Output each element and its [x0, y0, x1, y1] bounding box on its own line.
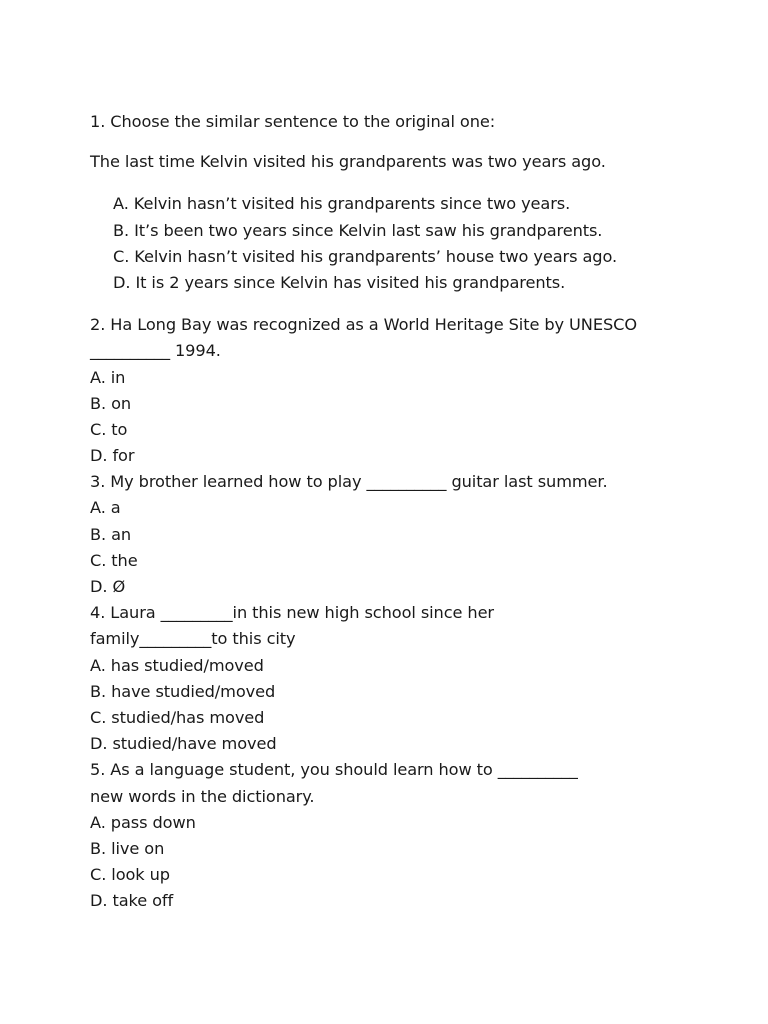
- question-3-option-a: A. a: [90, 498, 121, 518]
- question-5-prompt-continued: new words in the dictionary.: [90, 786, 315, 806]
- question-3-option-d: D. Ø: [90, 577, 126, 596]
- question-2: [90, 312, 730, 469]
- question-3-option-b: B. an: [90, 524, 132, 544]
- question-3-option-c: C. the: [90, 550, 138, 570]
- question-1-option-a: A. Kelvin hasn’t visited his grandparents since two years.: [113, 194, 571, 214]
- question-3-prompt: 3. My brother learned how to play __________ guitar last summer.: [90, 472, 608, 492]
- question-5-option-b: B. live on: [90, 838, 165, 858]
- question-1-original-sentence: The last time Kelvin visited his grandparents was two years ago.: [90, 152, 606, 172]
- question-4-option-d: D. studied/have moved: [90, 734, 277, 754]
- question-1-option-d: D. It is 2 years since Kelvin has visited his grandparents.: [113, 272, 566, 292]
- question-4-prompt-continued: family_________to this city: [90, 629, 296, 649]
- question-1: [90, 109, 730, 296]
- question-3: [90, 469, 730, 600]
- question-5-prompt: 5. As a language student, you should learn how to __________: [90, 760, 578, 780]
- question-5-option-a: A. pass down: [90, 812, 196, 832]
- question-2-prompt-continued: __________ 1994.: [90, 341, 221, 361]
- question-2-option-a: A. in: [90, 367, 126, 387]
- question-1-option-b: B. It’s been two years since Kelvin last saw his grandparents.: [113, 220, 603, 240]
- question-1-option-c: C. Kelvin hasn’t visited his grandparents’ house two years ago.: [113, 246, 618, 266]
- question-2-option-b: B. on: [90, 393, 132, 413]
- question-4-option-c: C. studied/has moved: [90, 707, 265, 727]
- question-5-option-d: D. take off: [90, 891, 174, 911]
- question-2-option-c: C. to: [90, 419, 128, 439]
- question-4-option-a: A. has studied/moved: [90, 655, 264, 675]
- question-5: [90, 757, 730, 914]
- question-4-prompt: 4. Laura _________in this new high school since her: [90, 603, 494, 623]
- question-2-prompt: 2. Ha Long Bay was recognized as a World Heritage Site by UNESCO: [90, 315, 637, 335]
- question-1-options: [90, 191, 730, 296]
- question-5-option-c: C. look up: [90, 865, 170, 885]
- question-2-option-d: D. for: [90, 446, 135, 466]
- worksheet: [90, 109, 730, 914]
- question-1-prompt: 1. Choose the similar sentence to the original one:: [90, 112, 496, 131]
- question-4-option-b: B. have studied/moved: [90, 681, 276, 701]
- question-4: [90, 600, 730, 757]
